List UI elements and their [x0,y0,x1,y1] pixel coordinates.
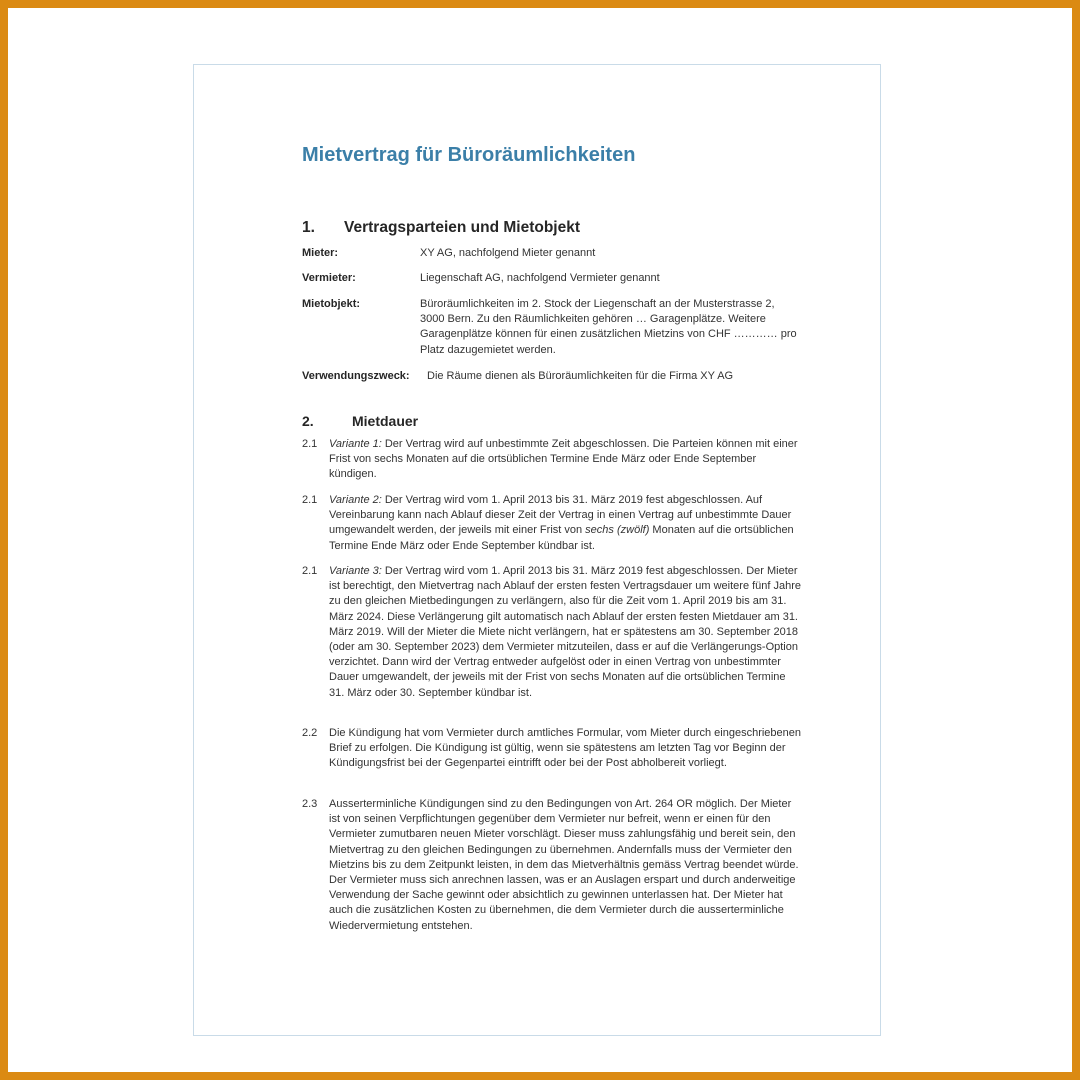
emphasis-text: sechs (zwölf) [585,524,650,537]
document-page [193,64,881,1036]
paragraph-number: 2.1 [302,565,318,577]
section-number: 2. [302,413,314,429]
field-verwendungszweck [302,369,802,384]
paragraph-text: Die Kündigung hat vom Vermieter durch amtliches Formular, vom Mieter durch eingeschriebenen Brief zu erfolgen. Die Kündigung ist gültig, wenn sie spätestens am letzten Tag vor Beginn der Kündigungsfrist bei der Gegenpartei eintrifft oder bei der Post abholbereit vorliegt. [329,727,802,770]
document-title: Mietvertrag für Büroräumlichkeiten [302,144,636,166]
field-value: XY AG, nachfolgend Mieter genannt [420,247,596,259]
field-value: Büroräumlichkeiten im 2. Stock der Liegenschaft an der Musterstrasse 2, 3000 Bern. Zu den Räumlichkeiten gehören … Garagenplätze. Weitere Garagenplätze können für einen zusätzlichen Mietzins von CHF ………… pro Platz dazugemietet werden. [420,298,797,356]
section-heading-2 [302,413,418,429]
field-label: Vermieter: [302,272,356,284]
paragraph-number: 2.3 [302,798,318,810]
paragraph-body: Der Vertrag wird vom 1. April 2013 bis 31. März 2019 fest abgeschlossen. Der Mieter ist berechtigt, den Mietvertrag nach Ablauf der ersten festen Vertragsdauer um weitere fünf Jahre zu den gleichen Mietbedingungen zu verlängern, also für die Zeit vom 1. April 2019 bis am 31. März 2024. Diese Verlängerung gilt automatisch nach Ablauf der ersten festen Mietdauer am 31. März 2019. Will der Mieter die Miete nicht verlängern, hat er spätestens am 30. September 2018 (oder am 30. September 2023) dem Vermieter mitzuteilen, dass er auf die Verlängerungs-Option verzichtet. Dann wird der Vertrag entweder aufgelöst oder in einen Vertrag von unbestimmter Dauer umgewandelt, der jeweils mit der Frist von sechs Monaten auf die ortsüblichen Termine 31. März oder 30. September kündbar ist. [329,565,802,699]
variant-label: Variante 3: [329,565,382,577]
paragraph-number: 2.1 [302,438,318,450]
variant-label: Variante 2: [329,494,382,506]
paragraph-2-2 [302,726,802,772]
field-value: Die Räume dienen als Büroräumlichkeiten für die Firma XY AG [427,370,734,382]
paragraph-text [329,493,802,554]
field-vermieter [302,271,802,286]
paragraph-variante-1 [302,437,802,483]
paragraph-variante-3 [302,564,802,701]
paragraph-body: Der Vertrag wird vom 1. April 2013 bis 31. März 2019 fest abgeschlossen. Auf Vereinbarung kann nach Ablauf dieser Zeit der Vertrag in einen Vertrag auf unbestimmte Dauer umgewandelt werden, der jeweils mit einer Frist von [329,494,792,537]
section-title: Mietdauer [352,413,419,429]
paragraph-number: 2.2 [302,727,318,739]
field-label: Mieter: [302,247,339,259]
section-number: 1. [302,219,315,236]
field-label: Mietobjekt: [302,298,361,310]
paragraph-body-end: Monaten auf die ortsüblichen Termine Ende März oder Ende September kündbar ist. [329,524,794,552]
section-heading-1 [302,219,580,237]
field-label: Verwendungszweck: [302,370,410,382]
paragraph-2-3 [302,797,802,934]
field-value: Liegenschaft AG, nachfolgend Vermieter genannt [420,272,660,284]
paragraph-text: Ausserterminliche Kündigungen sind zu den Bedingungen von Art. 264 OR möglich. Der Mieter ist von seinen Verpflichtungen gegenüber dem Vermieter nur befreit, wenn er einen für den Vermieter zumutbaren neuen Mieter vorschlägt. Dieser muss zahlungsfähig und bereit sein, den Mietvertrag zu den gleichen Bedingungen zu übernehmen. Andernfalls muss der Vermieter den Mietzins bis zu dem Zeitpunkt leisten, in dem das Mietverhältnis gemäss Vertrag beendet würde. Der Vermieter muss sich anrechnen lassen, was er an Auslagen erspart und durch anderweitige Verwendung der Sache gewinnt oder absichtlich zu gewinnen unterlassen hat. Der Mieter hat auch die zusätzlichen Kosten zu übernehmen, die dem Vermieter durch die ausserterminliche Wiedervermietung entstehen. [329,798,799,932]
section-title: Vertragsparteien und Mietobjekt [344,219,580,236]
paragraph-text [329,437,802,483]
field-mieter [302,246,802,261]
paragraph-text [329,564,802,701]
paragraph-number: 2.1 [302,494,318,506]
paragraph-body: Der Vertrag wird auf unbestimmte Zeit abgeschlossen. Die Parteien können mit einer Frist von sechs Monaten auf die ortsüblichen Termine Ende März oder Ende September kündigen. [329,438,798,481]
paragraph-variante-2 [302,493,802,554]
variant-label: Variante 1: [329,438,382,450]
field-mietobjekt [302,297,802,358]
